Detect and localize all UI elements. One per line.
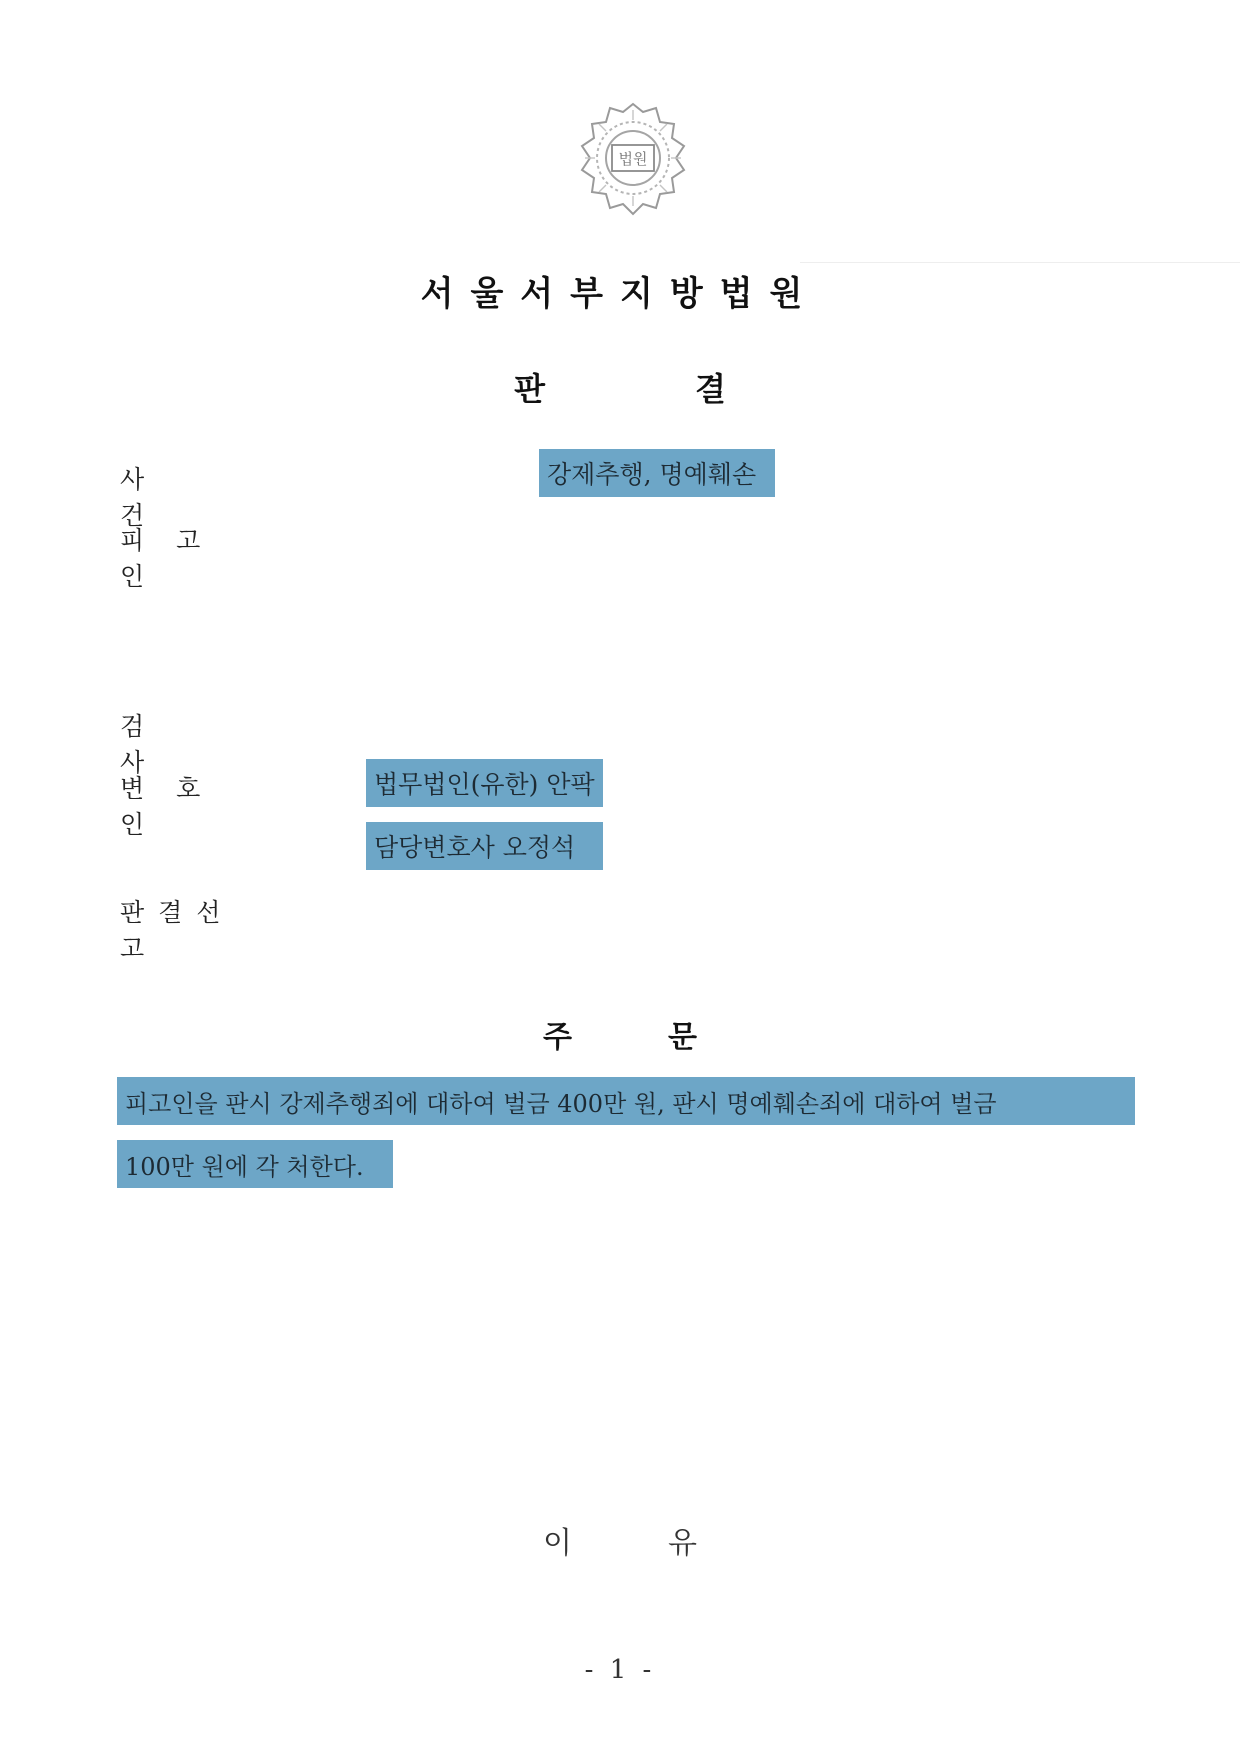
scan-artifact-line <box>800 262 1240 263</box>
order-line-2: 100만 원에 각 처한다. <box>117 1140 393 1188</box>
page-number: - 1 - <box>584 1655 656 1685</box>
order-title: 주문 <box>543 1020 793 1055</box>
defense-label <box>120 769 260 841</box>
case-label-text: 사건 <box>120 465 230 530</box>
order-line-1: 피고인을 판시 강제추행죄에 대하여 벌금 400만 원, 판시 명예훼손죄에 대하여 벌금 <box>117 1077 1135 1125</box>
verdict-date-label <box>120 893 260 965</box>
document-title: 판결 <box>514 370 876 408</box>
defendant-label <box>120 521 260 593</box>
defense-firm: 법무법인(유한) 안팍 <box>366 759 603 807</box>
defense-attorney: 담당변호사 오정석 <box>366 822 603 870</box>
reasons-title: 이유 <box>543 1526 793 1561</box>
defendant-label-text: 피고인 <box>120 526 233 591</box>
verdict-date-label-text: 판결선고 <box>120 898 235 963</box>
case-value: 강제추행, 명예훼손 <box>539 449 775 497</box>
emblem-text: 법원 <box>618 150 648 168</box>
defense-label-text: 변호인 <box>120 774 233 839</box>
court-name: 서울서부지방법원 <box>420 274 820 314</box>
prosecutor-label-text: 검사 <box>120 712 230 777</box>
court-emblem-icon <box>568 98 698 220</box>
